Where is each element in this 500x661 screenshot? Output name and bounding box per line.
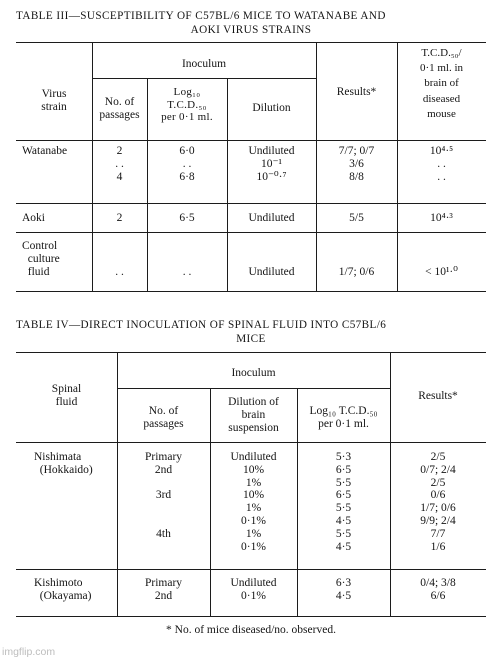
table3-row-control-passages: . . — [115, 266, 124, 278]
table4-header-spinal-fluid: Spinal fluid — [51, 383, 82, 408]
table4-row-kishimoto-dilution: Undiluted 0·1% — [230, 577, 277, 602]
table4-caption — [16, 318, 486, 346]
table3-row-control-results: 1/7; 0/6 — [338, 266, 375, 278]
table3-row-control-log: . . — [182, 266, 192, 278]
table3-row-watanabe-strain: Watanabe — [22, 145, 68, 157]
table4-row-kishimoto-results: 0/4; 3/8 6/6 — [420, 577, 456, 602]
table3-header-dilution: Dilution — [252, 102, 291, 114]
table4-caption-line2: MICE — [236, 333, 266, 345]
table3-row-rule-1 — [16, 203, 486, 204]
table3-header-results: Results* — [336, 86, 377, 98]
table4-inoculum-rule — [117, 388, 390, 389]
table4-row-nishimata-passages: Primary 2nd 3rd 4th — [144, 451, 183, 540]
table4-row-kishimoto-passages: Primary 2nd — [144, 577, 183, 602]
table4-row-kishimoto-fluid: Kishimoto (Okayama) — [34, 577, 92, 602]
table4-row-nishimata-fluid: Nishimata (Hokkaido) — [34, 451, 93, 476]
table3-top-rule — [16, 42, 486, 43]
table3-inoculum-rule — [92, 78, 316, 79]
table3-header-passages: No. of passages — [99, 96, 140, 121]
table4-header-rule — [16, 442, 486, 443]
table3-row-aoki-tcd: 10⁴·³ — [430, 212, 453, 224]
table4-header-inoculum: Inoculum — [231, 367, 276, 379]
table3-row-rule-2 — [16, 232, 486, 233]
table3-row-aoki-log: 6·5 — [179, 212, 195, 224]
table4-header-results: Results* — [418, 390, 458, 402]
footnote: * No. of mice diseased/no. observed. — [166, 624, 336, 636]
table4-top-rule — [16, 352, 486, 353]
table3-row-watanabe-tcd: 10⁴·⁵ . . . . — [429, 145, 454, 183]
table3-caption-line1: TABLE III—SUSCEPTIBILITY OF C57BL/6 MICE TO WATANABE AND — [16, 10, 386, 22]
table3-row-aoki-results: 5/5 — [349, 212, 364, 224]
table3-row-aoki-passages: 2 — [116, 212, 123, 224]
table3-row-control-tcd: < 10¹·⁰ — [425, 266, 458, 278]
table3-header-virus-strain: Virus strain — [41, 88, 67, 113]
table3-row-watanabe-dilution: Undiluted 10⁻¹ 10⁻⁰·⁷ — [248, 145, 295, 183]
table4-header-log-tcd: Log₁₀ T.C.D.₅₀ per 0·1 ml. — [309, 405, 378, 430]
table3-caption — [16, 9, 486, 37]
table3-row-aoki-dilution: Undiluted — [248, 212, 295, 224]
table3-bottom-rule — [16, 291, 486, 292]
table4-row-kishimoto-log: 6·3 4·5 — [335, 577, 352, 602]
table4-caption-line1: TABLE IV—DIRECT INOCULATION OF SPINAL FLUID INTO C57BL/6 — [16, 319, 387, 331]
table4-row-nishimata-dilution: Undiluted 10% 1% 10% 1% 0·1% 1% 0·1% — [230, 451, 277, 553]
table3-header-inoculum: Inoculum — [181, 58, 227, 70]
table3-row-watanabe-results: 7/7; 0/7 3/6 8/8 — [338, 145, 375, 183]
table3-header-tcd-brain: T.C.D.₅₀/ 0·1 ml. in brain of diseased mouse — [419, 47, 464, 120]
table3-header-rule — [16, 140, 486, 141]
table3-caption-line2: AOKI VIRUS STRAINS — [190, 24, 312, 36]
watermark: imgflip.com — [2, 646, 56, 658]
table4-row-nishimata-results: 2/5 0/7; 2/4 2/5 0/6 1/7; 0/6 9/9; 2/4 7/7 1/6 — [420, 451, 456, 553]
table4-row-nishimata-log: 5·3 6·5 5·5 6·5 5·5 4·5 5·5 4·5 — [335, 451, 352, 553]
table3-row-control-strain: Control culture fluid — [22, 240, 60, 278]
table3-row-control-dilution: Undiluted — [248, 266, 295, 278]
table3-row-watanabe-passages: 2 . . 4 — [115, 145, 124, 183]
table4-bottom-rule — [16, 616, 486, 617]
table4-header-dilution-brain: Dilution of brain suspension — [228, 396, 279, 434]
table3-row-watanabe-log: 6·0 . . 6·8 — [179, 145, 195, 183]
table4-header-passages: No. of passages — [143, 405, 184, 430]
table4-row-rule — [16, 569, 486, 570]
table3-header-log-tcd: Log₁₀ T.C.D.₅₀ per 0·1 ml. — [161, 86, 213, 123]
table3-row-aoki-strain: Aoki — [22, 212, 45, 224]
